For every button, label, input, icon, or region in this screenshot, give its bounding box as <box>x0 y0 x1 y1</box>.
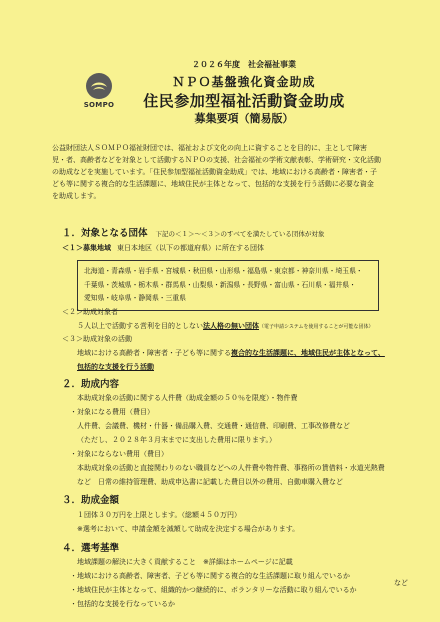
condition-1 <box>62 243 264 253</box>
section-2-line: 本助成対象の活動と直接関わりのない職員などへの人件費や物件費、事務所の賃借料・水道光熱費 <box>77 464 385 472</box>
condition-1-label: ＜１＞募集地域 <box>62 244 111 252</box>
section-4-line: ・地域住民が主体となって、組織的かつ継続的に、ボランタリーな活動に取り組んでいるか <box>70 586 357 594</box>
section-2-line: など 日常の維持管理費、助成申込書に記載した費目以外の費用、自動車購入費など <box>77 478 343 486</box>
prefecture-box <box>77 260 379 311</box>
section-3-heading: ３．助成金額 <box>62 495 120 506</box>
subtitle: ＮＰＯ基盤強化資金助成 <box>172 75 316 89</box>
section-3-line: １団体３０万円を上限とします。（総額４５０万円） <box>77 511 241 519</box>
prefecture-line: 北海道・青森県・岩手県・宮城県・秋田県・山形県・福島県・東京都・神奈川県・埼玉県・ <box>84 267 363 275</box>
section-4-heading: ４．選考基準 <box>62 543 120 554</box>
section-1-heading <box>62 225 324 239</box>
page-title: 住民参加型福祉活動資金助成 <box>143 92 345 110</box>
section-1-note: 下記の＜１＞～＜３＞のすべてを満たしている団体が対象 <box>155 230 325 238</box>
condition-1-text: 東日本地区（以下の都道府県）に所在する団体 <box>117 244 264 252</box>
section-4-trailing: など <box>394 579 408 587</box>
section-4-line: ・地域における高齢者、障害者、子ども等に関する複合的な生活課題に取り組んでいるか <box>70 572 350 580</box>
intro-line: ども等に関する複合的な生活課題に、地域住民が主体となって、包括的な支援を行う活動に必要な資金 <box>52 180 374 188</box>
condition-2-label: ＜２＞助成対象者 <box>62 308 118 316</box>
section-4-line: 地域課題の解決に大きく貢献すること ※詳細はホームページに記載 <box>77 558 293 566</box>
condition-3-text <box>77 348 385 358</box>
condition-3-pre: 地域における高齢者・障害者・子ども等に関する <box>77 349 231 357</box>
section-1-title: １．対象となる団体 <box>62 228 148 239</box>
section-2-heading: ２．助成内容 <box>62 379 120 390</box>
intro-line: を助成します。 <box>52 192 101 200</box>
intro-line: 公益財団法人ＳＯＭＰＯ福祉財団では、福祉および文化の向上に資することを目的に、主として障害 <box>52 144 367 152</box>
section-3-line: ※選考において、申請金額を減額して助成を決定する場合があります。 <box>77 525 300 533</box>
section-2-line: 本助成対象の活動に関する人件費（助成金額の５０％を限度）・物件費 <box>77 394 298 402</box>
intro-line: の助成などを実施しています。「住民参加型福祉活動資金助成」では、地域における高齢者・障害者・子 <box>52 168 377 176</box>
condition-2-note: （電子申請システムを使用することが可能な団体） <box>259 324 374 330</box>
section-2-line: ・対象になる費用（費目） <box>70 408 154 416</box>
condition-2-text <box>77 321 374 331</box>
sompo-logo <box>79 72 119 116</box>
year-line: ２０２６年度 社会福祉事業 <box>192 60 296 69</box>
prefecture-line: 千葉県・茨城県・栃木県・群馬県・山梨県・新潟県・長野県・富山県・石川県・福井県・ <box>84 280 356 289</box>
condition-3-highlight-cont: 包括的な支援を行う活動 <box>77 363 154 371</box>
condition-3-label: ＜３＞助成対象の活動 <box>62 335 132 343</box>
section-2-line: 人件費、会議費、機材・什器・備品購入費、交通費・通信費、印刷費、工事改修費など <box>77 422 350 430</box>
condition-2-highlight: 法人格の無い団体 <box>203 322 259 330</box>
sompo-logo-icon <box>85 72 113 100</box>
condition-3-highlight: 複合的な生活課題に、地域住民が主体となって、 <box>231 349 385 357</box>
intro-paragraph <box>52 142 404 202</box>
condition-3-text-cont <box>77 362 154 372</box>
section-2-line: （ただし、２０２８年３月末までに支出した費用に限ります。） <box>77 436 276 444</box>
section-4-line: ・包括的な支援を行なっているか <box>70 600 175 608</box>
condition-2-pre: ５人以上で活動する営利を目的としない <box>77 322 203 330</box>
youkou-title: 募集要項（簡易版） <box>194 112 294 125</box>
logo-text: SOMPO <box>83 101 115 109</box>
intro-line: 児・者、高齢者などを対象として活動するＮＰＯの支援、社会福祉の学術文献表彰、学術研究・文化活動 <box>52 156 381 164</box>
section-2-line: ・対象にならない費用（費目） <box>70 450 168 458</box>
prefecture-line: 愛知県・岐阜県・静岡県・三重県 <box>84 294 186 302</box>
